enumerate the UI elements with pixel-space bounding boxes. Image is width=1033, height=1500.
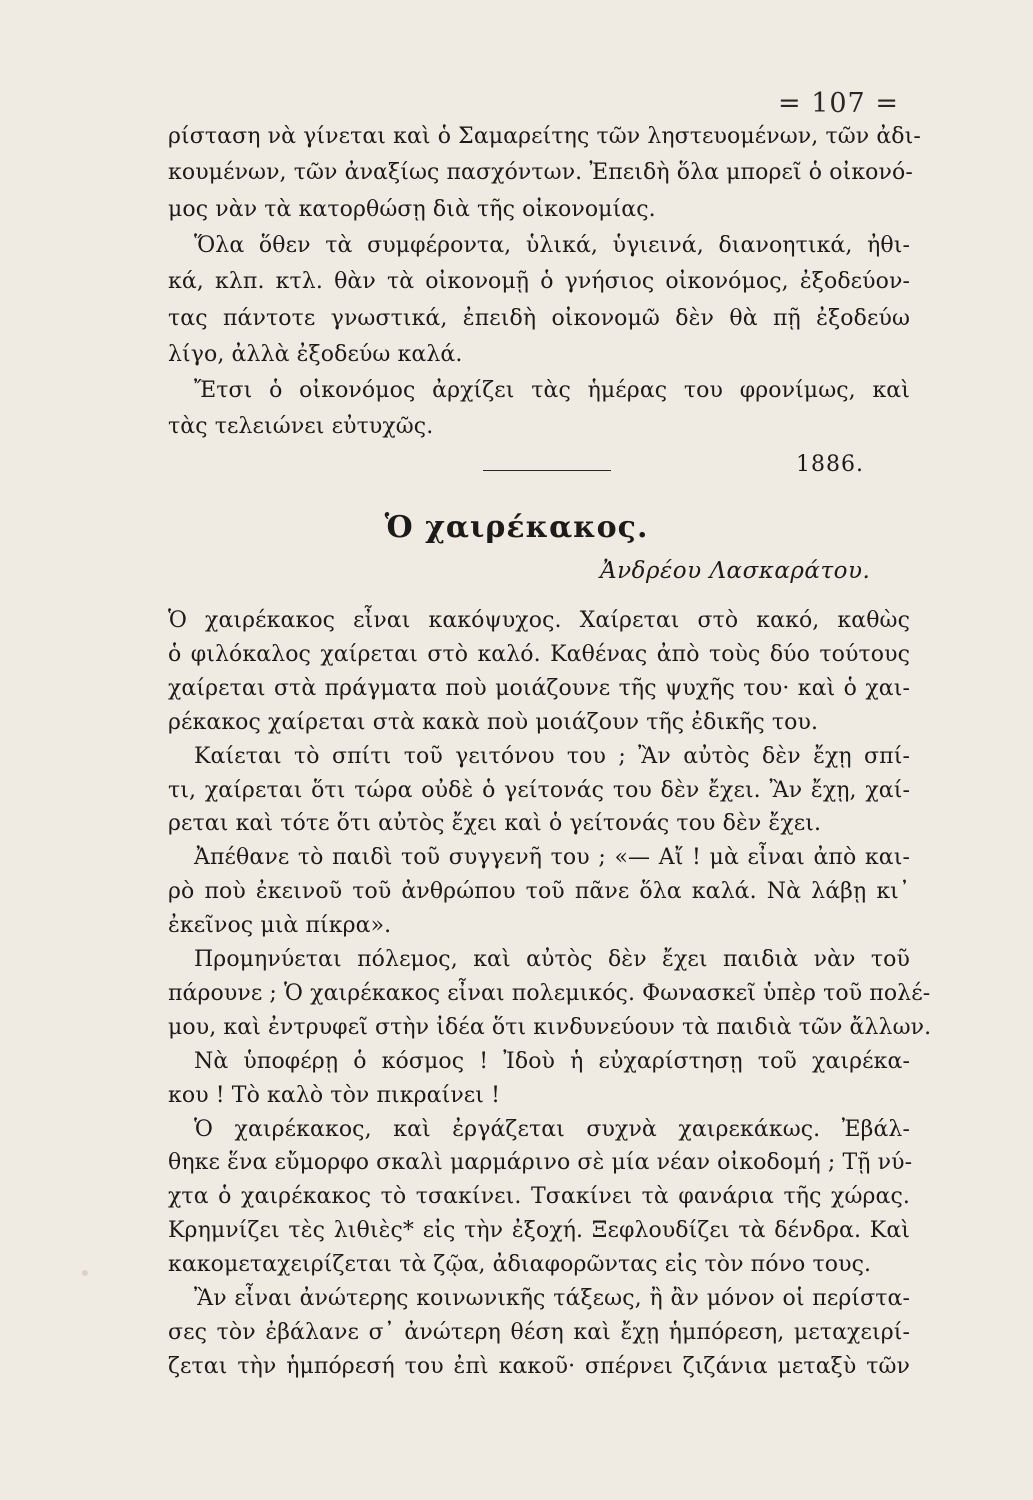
text-line: κου ! Τὸ καλὸ τὸν πικραίνει ! bbox=[168, 1082, 501, 1108]
text-line: Νὰ ὑποφέρῃ ὁ κόσμος ! Ἰδοὺ ἡ εὐχαρίστησῃ τοῦ χαιρέκα- bbox=[194, 1048, 910, 1074]
text-line: Κρημνίζει τὲς λιθιὲς* εἰς τὴν ἐξοχή. Ξεφλουδίζει τὰ δένδρα. Καὶ bbox=[168, 1218, 910, 1244]
essay-author: Ἀνδρέου Λασκαράτου. bbox=[600, 558, 871, 584]
text-line: Προμηνύεται πόλεμος, καὶ αὐτὸς δὲν ἔχει παιδιὰ νὰν τοῦ bbox=[194, 947, 910, 972]
text-line: ρέκακος χαίρεται στὰ κακὰ ποὺ μοιάζουν τῆς ἐδικῆς του. bbox=[168, 709, 819, 735]
text-line: Καίεται τὸ σπίτι τοῦ γειτόνου του ; Ἂν αὐτὸς δὲν ἔχῃ σπί- bbox=[194, 743, 910, 769]
text-line: θηκε ἕνα εὔμορφο σκαλὶ μαρμάρινο σὲ μία νέαν οἰκοδομή ; Τῇ νύ- bbox=[168, 1150, 913, 1176]
text-line: ζεται τὴν ἡμπόρεσή του ἐπὶ κακοῦ· σπέρνει ζιζάνια μεταξὺ τῶν bbox=[168, 1353, 910, 1379]
text-line: τι, χαίρεται ὅτι τώρα οὐδὲ ὁ γείτονάς του δὲν ἔχει. Ἂν ἔχῃ, χαί- bbox=[168, 777, 910, 803]
ink-speck bbox=[82, 1270, 88, 1276]
essay-year: 1886. bbox=[796, 452, 864, 477]
text-line: ρεται καὶ τότε ὅτι αὐτὸς ἔχει καὶ ὁ γείτονάς του δὲν ἔχει. bbox=[168, 811, 822, 837]
text-line: κακομεταχειρίζεται τὰ ζῷα, ἀδιαφορῶντας εἰς τὸν πόνο τους. bbox=[168, 1252, 872, 1278]
text-line: κουμένων, τῶν ἀναξίως πασχόντων. Ἐπειδὴ ὅλα μπορεῖ ὁ οἰκονό- bbox=[168, 160, 913, 186]
text-line: μου, καὶ ἐντρυφεῖ στὴν ἰδέα ὅτι κινδυνεύουν τὰ παιδιὰ τῶν ἄλλων. bbox=[168, 1014, 932, 1040]
text-line: μος νὰν τὰ κατορθώσῃ διὰ τῆς οἰκονομίας. bbox=[168, 196, 656, 222]
text-line: κά, κλπ. κτλ. θὰν τὰ οἰκονομῇ ὁ γνήσιος οἰκονόμος, ἐξοδεύον- bbox=[168, 269, 910, 295]
essay-title: Ὁ χαιρέκακος. bbox=[384, 510, 649, 545]
text-line: σες τὸν ἐβάλανε σ᾽ ἀνώτερη θέση καὶ ἔχῃ ἡμπόρεση, μεταχειρί- bbox=[168, 1319, 910, 1345]
page-number: = 107 = bbox=[778, 88, 899, 119]
text-line: τὰς τελειώνει εὐτυχῶς. bbox=[168, 414, 434, 440]
text-line: Ὁ χαιρέκακος, καὶ ἐργάζεται συχνὰ χαιρεκάκως. Ἐβάλ- bbox=[194, 1116, 910, 1142]
text-line: τας πάντοτε γνωστικά, ἐπειδὴ οἰκονομῶ δὲν θὰ πῇ ἐξοδεύω bbox=[168, 305, 910, 331]
text-line: πάρουνε ; Ὁ χαιρέκακος εἶναι πολεμικός. Φωνασκεῖ ὑπὲρ τοῦ πολέ- bbox=[168, 980, 931, 1006]
text-line: Ὁ χαιρέκακος εἶναι κακόψυχος. Χαίρεται στὸ κακό, καθὼς bbox=[168, 608, 910, 633]
text-line: ἐκεῖνος μιὰ πίκρα». bbox=[168, 913, 392, 939]
text-line: ὁ φιλόκαλος χαίρεται στὸ καλό. Καθένας ἀπὸ τοὺς δύο τούτους bbox=[168, 641, 910, 667]
text-line: ρίσταση νὰ γίνεται καὶ ὁ Σαμαρείτης τῶν ληστευομένων, τῶν ἀδι- bbox=[168, 124, 921, 149]
text-line: Ἔτσι ὁ οἰκονόμος ἀρχίζει τὰς ἡμέρας του φρονίμως, καὶ bbox=[194, 378, 910, 404]
text-line: Ἀπέθανε τὸ παιδὶ τοῦ συγγενῆ του ; «— Αἴ ! μὰ εἶναι ἀπὸ και- bbox=[194, 845, 910, 871]
text-line: Ἂν εἶναι ἀνώτερης κοινωνικῆς τάξεως, ἢ ἂν μόνον οἱ περίστα- bbox=[194, 1286, 910, 1311]
section-divider bbox=[483, 470, 611, 471]
text-line: ρὸ ποὺ ἐκεινοῦ τοῦ ἀνθρώπου τοῦ πᾶνε ὅλα καλά. Νὰ λάβῃ κι᾽ bbox=[168, 879, 910, 905]
text-line: λίγο, ἀλλὰ ἐξοδεύω καλά. bbox=[168, 341, 463, 367]
text-line: χτα ὁ χαιρέκακος τὸ τσακίνει. Τσακίνει τὰ φανάρια τῆς χώρας. bbox=[168, 1184, 910, 1210]
text-line: χαίρεται στὰ πράγματα ποὺ μοιάζουνε τῆς ψυχῆς του· καὶ ὁ χαι- bbox=[168, 675, 910, 701]
text-line: Ὅλα ὅθεν τὰ συμφέροντα, ὑλικά, ὑγιεινά, διανοητικά, ἠθι- bbox=[194, 232, 910, 258]
